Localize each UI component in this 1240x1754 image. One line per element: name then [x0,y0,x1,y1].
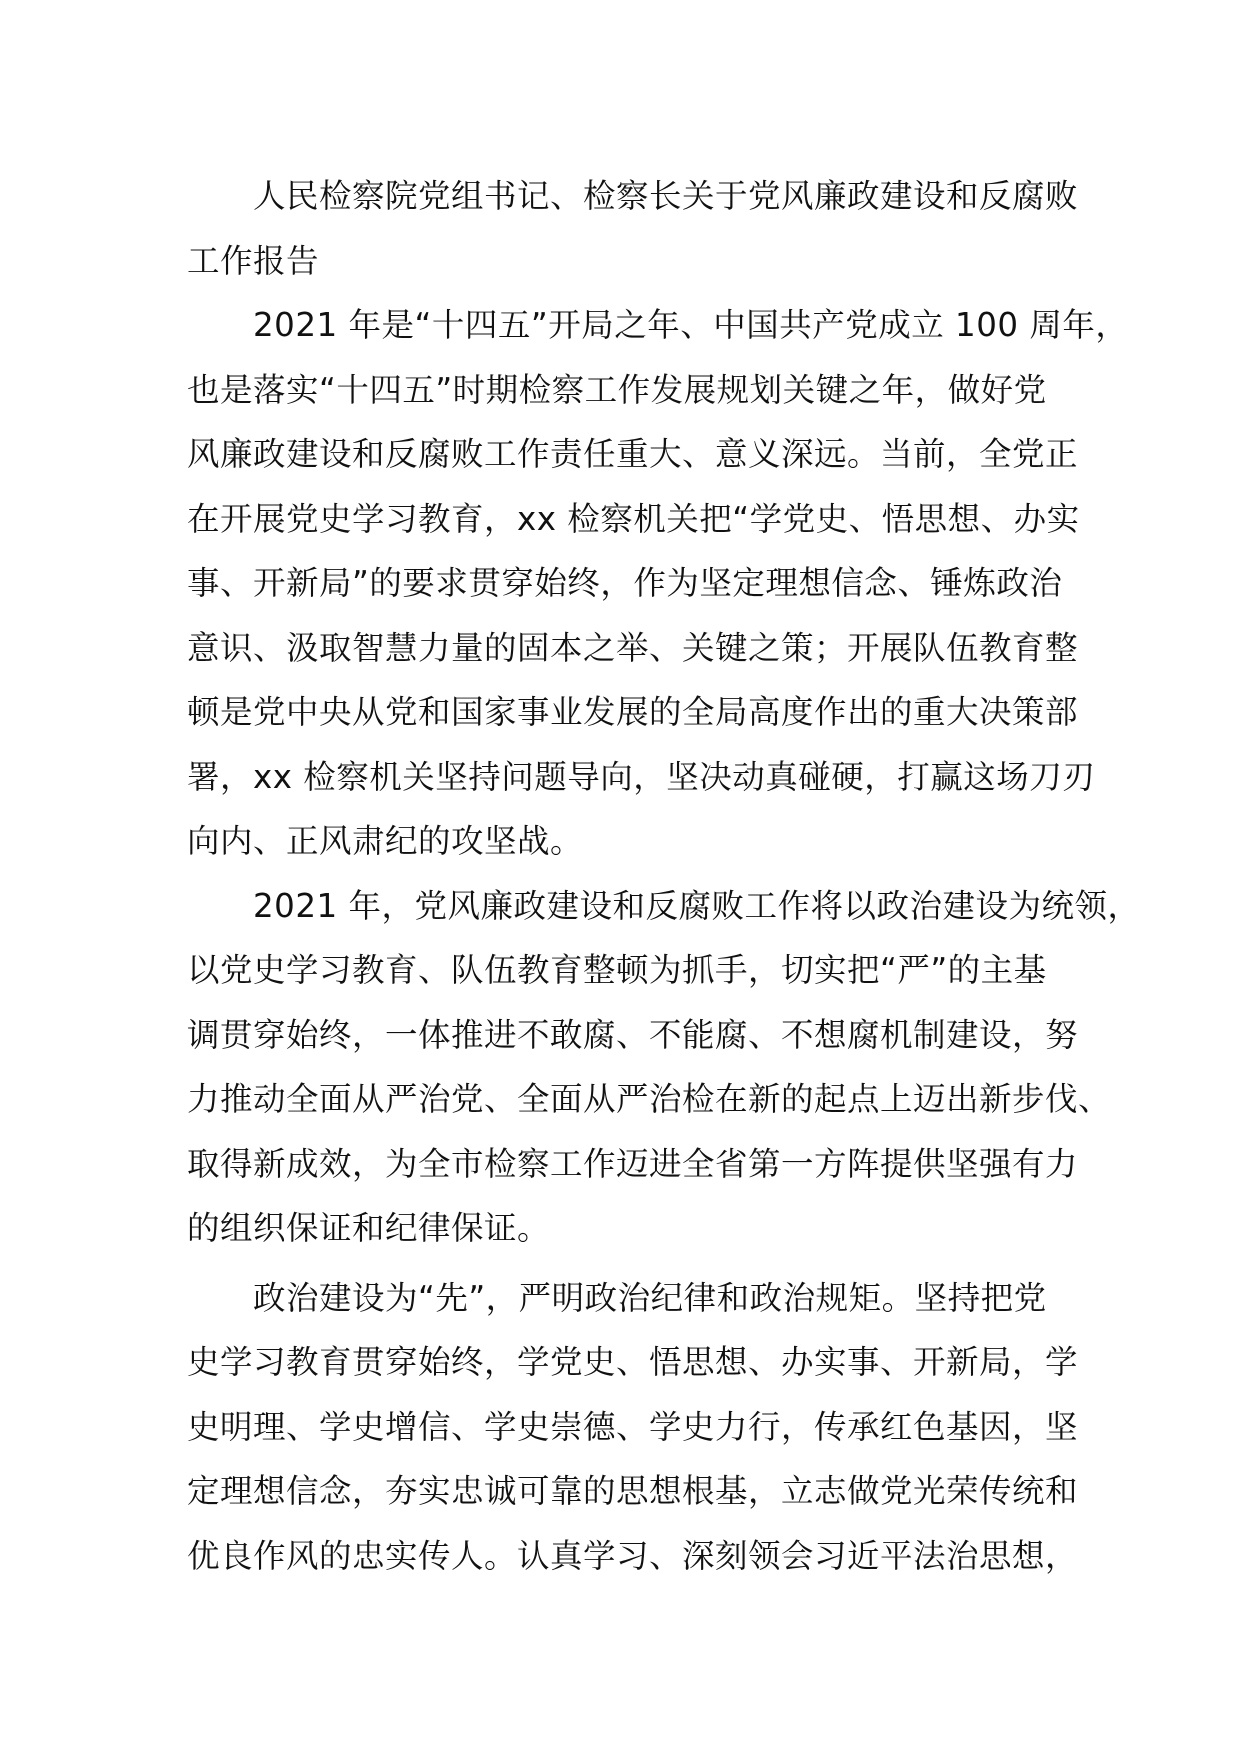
paragraph-line: 事、开新局”的要求贯穿始终，作为坚定理想信念、锤炼政治 [187,564,1063,602]
document-body [187,164,1141,1588]
paragraph-line: 史学习教育贯穿始终，学党史、悟思想、办实事、开新局，学 [187,1343,1079,1381]
paragraph-line: 取得新成效，为全市检察工作迈进全省第一方阵提供坚强有力 [187,1144,1079,1183]
paragraph-2 [187,874,1141,1261]
paragraph-line: 向内、正风肃纪的攻坚战。 [187,822,584,860]
paragraph-line: 署，xx 检察机关坚持问题导向，坚决动真碰硬，打赢这场刀刃 [187,757,1096,796]
paragraph-line: 意识、汲取智慧力量的固本之举、关键之策；开展队伍教育整 [187,628,1079,667]
paragraph-line: 定理想信念，夯实忠诚可靠的思想根基，立志做党光荣传统和 [187,1472,1079,1510]
paragraph-line: 的组织保证和纪律保证。 [187,1209,551,1247]
paragraph-line: 在开展党史学习教育，xx 检察机关把“学党史、悟思想、办实 [187,499,1080,538]
document-title [187,164,1079,293]
paragraph-line: 顿是党中央从党和国家事业发展的全局高度作出的重大决策部 [187,693,1079,731]
paragraph-line: 调贯穿始终，一体推进不敢腐、不能腐、不想腐机制建设，努 [187,1015,1079,1054]
paragraph-line: 2021 年是“十四五”开局之年、中国共产党成立 100 周年， [187,306,1129,344]
paragraph-line: 史明理、学史增信、学史崇德、学史力行，传承红色基因，坚 [187,1407,1079,1446]
paragraph-line: 政治建设为“先”，严明政治纪律和政治规矩。坚持把党 [187,1278,1047,1317]
paragraph-3 [187,1266,1079,1589]
paragraph-line: 优良作风的忠实传人。认真学习、深刻领会习近平法治思想， [187,1536,1079,1575]
paragraph-line: 以党史学习教育、队伍教育整顿为抓手，切实把“严”的主基 [187,951,1047,989]
paragraph-line: 2021 年，党风廉政建设和反腐败工作将以政治建设为统领， [187,886,1141,925]
paragraph-line: 力推动全面从严治党、全面从严治检在新的起点上迈出新步伐、 [187,1080,1112,1118]
title-line: 人民检察院党组书记、检察长关于党风廉政建设和反腐败 [187,177,1079,215]
title-line: 工作报告 [187,241,320,280]
paragraph-line: 风廉政建设和反腐败工作责任重大、意义深远。当前，全党正 [187,435,1079,473]
paragraph-line: 也是落实“十四五”时期检察工作发展规划关键之年，做好党 [187,370,1047,409]
paragraph-1 [187,293,1129,874]
